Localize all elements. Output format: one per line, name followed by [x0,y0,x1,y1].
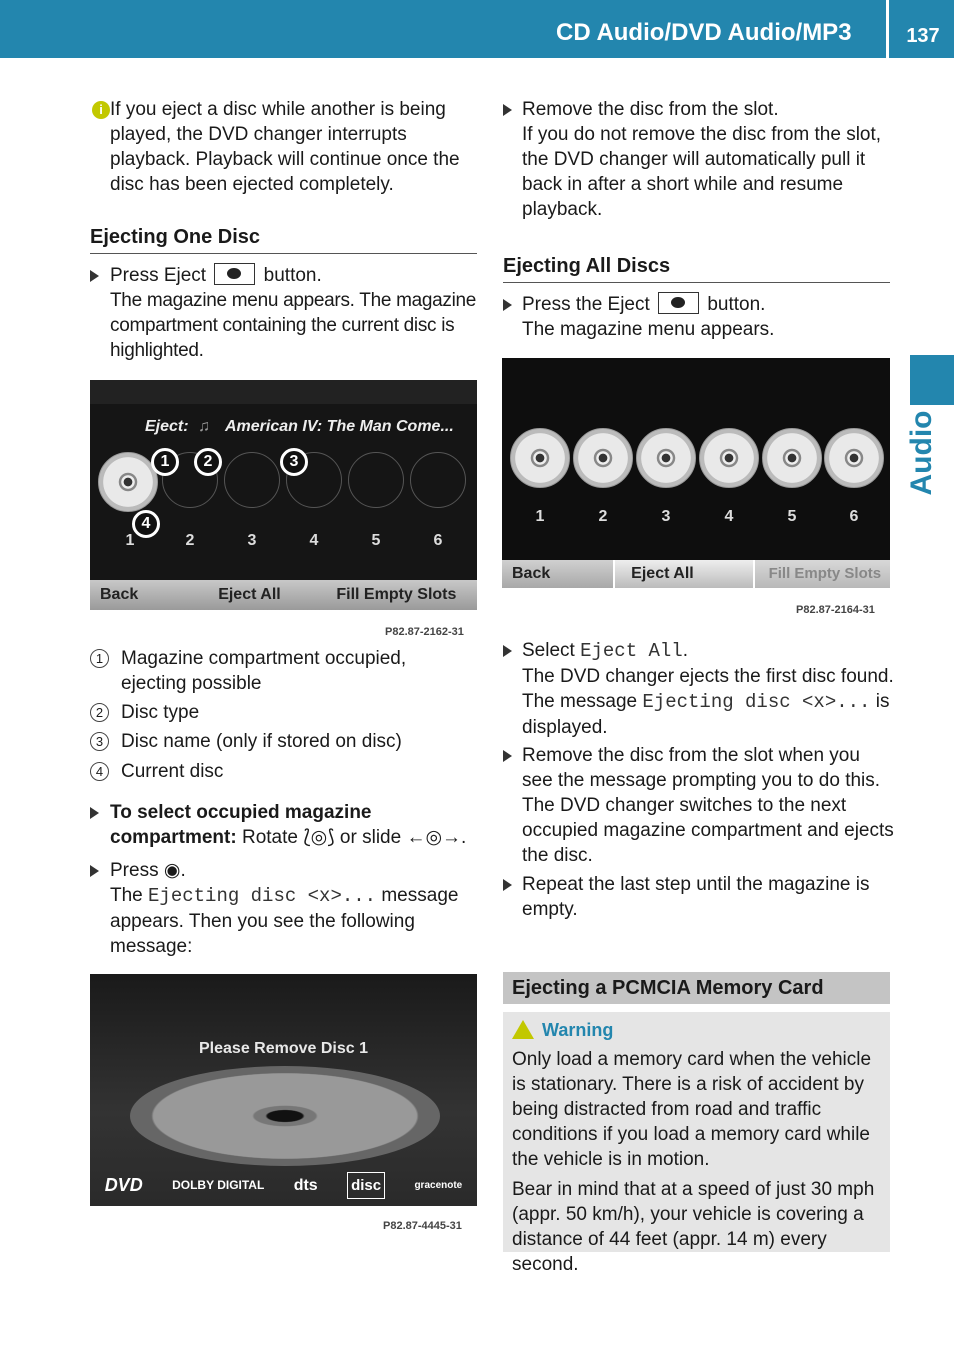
menu-item-eject-all: Eject All [580,640,683,662]
section-heading-ejecting-all-discs: Ejecting All Discs [503,253,890,283]
step-press-eject-all [503,292,893,342]
disc-slot-2 [573,428,633,488]
compact-disc-logo: disc [347,1172,385,1199]
step-description: The magazine menu appears. [522,319,775,340]
legend-text: Magazine compartment occupied, ejecting possible [121,648,407,694]
rotate-controller-icon: ⟅◎⟆ [303,827,335,848]
step-select-compartment [90,800,482,850]
gracenote-logo: gracenote [414,1179,463,1191]
fill-empty-slots-softkey[interactable]: Fill Empty Slots [755,560,890,588]
step-repeat [503,872,895,922]
step-text: Select [522,640,575,661]
magazine-menu-all-screenshot [502,358,890,588]
slot-number: 6 [433,532,443,549]
slot-number: 3 [661,508,671,525]
current-disc [98,452,158,512]
step-arrow-icon [503,299,512,311]
disc-slot-6 [824,428,884,488]
image-caption: P82.87-2162-31 [385,626,464,638]
slot-number: 5 [787,508,797,525]
disc-slot-4 [699,428,759,488]
eject-button-icon [214,263,255,285]
legend-text: Disc type [121,702,200,723]
slot-number: 1 [535,508,545,525]
header-separator [886,0,889,58]
slot-ring [348,452,404,508]
disc-title: American IV: The Man Come... [225,418,454,435]
step-description: The DVD changer ejects the first disc found. The message [522,666,894,712]
legend-number: 2 [90,703,109,722]
step-text: The [110,885,143,906]
step-text: Press the Eject [522,294,650,315]
slot-ring [410,452,466,508]
slot-number: 6 [849,508,859,525]
display-message: Ejecting disc <x>... [642,691,871,713]
legend-text: Disc name (only if stored on disc) [121,731,402,752]
step-text: . [180,860,186,881]
legend-item-3 [90,729,470,754]
legend-number: 3 [90,732,109,751]
display-message: Ejecting disc <x>... [148,885,377,907]
step-text: . [461,827,467,848]
warning-triangle-icon [512,1020,534,1039]
legend-item-4 [90,759,470,784]
disc-slot-1 [510,428,570,488]
dvd-logo: DVD [104,1174,143,1195]
slot-number: 3 [247,532,257,549]
softkey-bar [90,580,477,610]
slot-number: 2 [185,532,195,549]
slot-number: 4 [724,508,734,525]
section-heading-pcmcia: Ejecting a PCMCIA Memory Card [503,972,890,1004]
callout-2: 2 [194,448,222,476]
warning-title: Warning [542,1020,614,1040]
step-text: Rotate [241,827,298,848]
logo-strip [90,1164,477,1206]
legend-item-1 [90,646,470,696]
step-description: If you do not remove the disc from the slot, the DVD changer will automatically pull it back in after a short while and resume playback. [522,124,882,220]
page-number: 137 [906,25,940,47]
eject-all-softkey[interactable]: Eject All [615,560,754,588]
remove-disc-message: Please Remove Disc 1 [199,1040,368,1057]
step-text: Repeat the last step until the magazine is empty. [522,874,870,920]
step-arrow-icon [503,645,512,657]
slot-number: 2 [598,508,608,525]
image-caption: P82.87-2164-31 [796,604,875,616]
legend-item-2 [90,700,470,725]
disc-graphic [130,1066,440,1166]
step-remove-disc-prompt [503,743,895,868]
step-description: is displayed. [522,691,890,738]
eject-label: Eject: [145,418,189,435]
step-text: or slide [339,827,402,848]
step-text: . [682,640,688,661]
callout-1: 1 [151,448,179,476]
press-controller-icon: ◉ [163,860,181,881]
slide-controller-icon: ←◎→ [406,827,462,848]
chapter-title: CD Audio/DVD Audio/MP3 [556,19,852,46]
dts-logo: dts [293,1176,318,1194]
step-arrow-icon [503,750,512,762]
back-softkey[interactable]: Back [100,586,139,603]
info-note [90,97,480,197]
callout-4: 4 [132,510,160,538]
step-arrow-icon [503,104,512,116]
step-bold-text: To select occupied magazine compartment: [110,802,372,848]
eject-button-icon [658,292,699,314]
step-text: Press [110,860,159,881]
dolby-logo: DOLBY DIGITAL [172,1177,265,1192]
warning-paragraph-1: Only load a memory card when the vehicle is stationary. There is a risk of accident by being distracted from road and traffic conditions if you load a memory card while the vehicle is in motion. [512,1049,872,1170]
magazine-menu-screenshot [90,380,477,610]
step-text: button. [263,265,322,286]
warning-box [503,1012,890,1275]
info-note-text: If you eject a disc while another is being played, the DVD changer interrupts playback. Playback will continue once the disc has been ejected completely. [110,99,460,195]
slot-number: 1 [125,532,135,549]
legend-number: 1 [90,649,109,668]
step-arrow-icon [90,270,99,282]
image-caption: P82.87-4445-31 [383,1220,462,1232]
step-arrow-icon [90,865,99,877]
step-text: Remove the disc from the slot. [522,99,779,120]
softkey-bar [502,560,890,588]
side-tab [897,410,941,495]
step-description: The magazine menu appears. The magazine compartment containing the current disc is highlighted. [110,290,477,361]
step-arrow-icon [90,807,99,819]
step-remove-disc [503,97,895,222]
step-text: button. [707,294,766,315]
disc-slot-5 [762,428,822,488]
step-select-eject-all [503,638,895,740]
disc-type-icon: ♫ [198,418,210,435]
warning-header [512,1018,613,1043]
step-text: message appears. Then you see the following message: [110,885,459,957]
eject-all-softkey[interactable]: Eject All [218,586,281,603]
callout-3: 3 [280,448,308,476]
fill-empty-slots-softkey[interactable]: Fill Empty Slots [336,586,457,603]
step-press-controller [90,858,480,959]
back-softkey[interactable]: Back [502,560,615,588]
step-description: The DVD changer switches to the next occupied magazine compartment and ejects the disc. [522,795,894,866]
section-heading-ejecting-one-disc: Ejecting One Disc [90,224,477,254]
remove-disc-screenshot [90,974,477,1206]
step-press-eject [90,263,480,363]
info-icon: i [92,101,110,119]
slot-number: 4 [309,532,319,549]
side-tab-marker [910,355,954,405]
screen-top-band [90,380,477,404]
warning-paragraph-2: Bear in mind that at a speed of just 30 mph (appr. 50 km/h), your vehicle is covering a distance of 44 feet (appr. 14 m) every second. [512,1179,875,1275]
side-tab-label: Audio [905,410,938,496]
step-arrow-icon [503,879,512,891]
step-text: Remove the disc from the slot when you see the message prompting you to do this. [522,745,881,791]
slot-ring [224,452,280,508]
slot-number: 5 [371,532,381,549]
legend-text: Current disc [121,761,224,782]
legend-number: 4 [90,762,109,781]
disc-slot-3 [636,428,696,488]
step-text: Press Eject [110,265,207,286]
